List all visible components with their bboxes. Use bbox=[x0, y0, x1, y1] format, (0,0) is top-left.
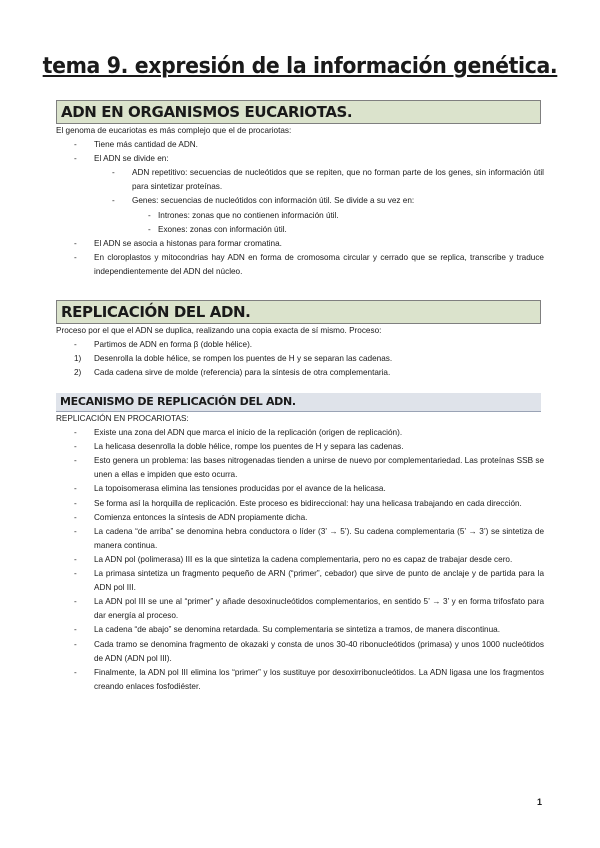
list-item-text: Cada cadena sirve de molde (referencia) para la síntesis de otra complementaria. bbox=[94, 368, 391, 378]
list-item-text: Cada tramo se denomina fragmento de okazaki y consta de unos 30-40 ribonucleótidos (primasa) y unos 1000 nucleótidos de ADN (ADN pol III). bbox=[94, 639, 544, 663]
list-item bbox=[56, 426, 544, 440]
list-item-text: Comienza entonces la síntesis de ADN propiamente dicha. bbox=[94, 512, 308, 522]
list-item-text: La ADN pol III se une al “primer” y añade desoxinucleótidos complementarios, en sentido 5’ → 3’ y en forma trifosfato para dar energía al proceso. bbox=[94, 597, 544, 621]
list-item-text: Intrones: zonas que no contienen información útil. bbox=[158, 210, 339, 220]
list-item bbox=[56, 166, 544, 194]
bullet-marker: - bbox=[74, 498, 77, 508]
bullet-marker: - bbox=[74, 154, 77, 164]
list-item bbox=[56, 638, 544, 666]
list-item-text: Genes: secuencias de nucleótidos con información útil. Se divide a su vez en: bbox=[132, 196, 415, 206]
bullet-marker: - bbox=[74, 140, 77, 150]
step-number: 1) bbox=[74, 354, 82, 364]
list-item-text: Exones: zonas con información útil. bbox=[158, 224, 287, 234]
list-item bbox=[56, 595, 544, 623]
section-heading-eucariotas: ADN EN ORGANISMOS EUCARIOTAS. bbox=[56, 100, 541, 124]
bullet-marker: - bbox=[74, 526, 77, 536]
list-item bbox=[56, 152, 544, 166]
list-item-text: La helicasa desenrolla la doble hélice, rompe los puentes de H y separa las cadenas. bbox=[94, 442, 404, 452]
list-item-text: Desenrolla la doble hélice, se rompen los puentes de H y se separan las cadenas. bbox=[94, 354, 393, 364]
bullet-marker: - bbox=[112, 196, 115, 206]
list-item bbox=[56, 553, 544, 567]
list-item-text: La primasa sintetiza un fragmento pequeño de ARN (“primer”, cebador) que sirve de punto de anclaje y de partida para la ADN pol III. bbox=[94, 569, 544, 593]
list-item bbox=[56, 497, 544, 511]
list-item-text: Tiene más cantidad de ADN. bbox=[94, 140, 198, 150]
section-body-replicacion bbox=[56, 324, 544, 380]
list-item bbox=[56, 209, 544, 223]
list-item-text: La topoisomerasa elimina las tensiones producidas por el avance de la helicasa. bbox=[94, 484, 386, 494]
bullet-marker: - bbox=[148, 224, 151, 234]
list-item bbox=[56, 352, 544, 366]
bullet-marker: - bbox=[74, 238, 77, 248]
list-item-text: La cadena “de arriba” se denomina hebra conductora o líder (3’ → 5’). Su cadena complementaria (5’ → 3’) se sintetiza de manera continua. bbox=[94, 526, 544, 550]
bullet-marker: - bbox=[148, 210, 151, 220]
bullet-marker: - bbox=[74, 252, 77, 262]
list-item-text: La cadena “de abajo” se denomina retardada. Su complementaria se sintetiza a tramos, de manera discontinua. bbox=[94, 625, 500, 635]
bullet-marker: - bbox=[74, 456, 77, 466]
list-item-text: Esto genera un problema: las bases nitrogenadas tienden a unirse de nuevo por complementariedad. Las proteínas SSB se unen a ellas e impiden que esto ocurra. bbox=[94, 456, 544, 480]
bullet-marker: - bbox=[74, 639, 77, 649]
list-item bbox=[56, 511, 544, 525]
bullet-marker: - bbox=[74, 442, 77, 452]
list-item bbox=[56, 194, 544, 208]
list-item bbox=[56, 138, 544, 152]
bullet-marker: - bbox=[74, 667, 77, 677]
list-item bbox=[56, 237, 544, 251]
bullet-marker: - bbox=[112, 168, 115, 178]
bullet-marker: - bbox=[74, 625, 77, 635]
list-item-text: Existe una zona del ADN que marca el inicio de la replicación (origen de replicación). bbox=[94, 428, 403, 438]
list-item bbox=[56, 366, 544, 380]
list-item bbox=[56, 623, 544, 637]
list-item bbox=[56, 482, 544, 496]
bullet-marker: - bbox=[74, 340, 77, 350]
list-item-text: La ADN pol (polimerasa) III es la que sintetiza la cadena complementaria, pero no es capaz de trabajar desde cero. bbox=[94, 554, 513, 564]
bullet-marker: - bbox=[74, 554, 77, 564]
subsection-intro: REPLICACIÓN EN PROCARIOTAS: bbox=[56, 414, 189, 423]
list-item bbox=[56, 223, 544, 237]
bullet-marker: - bbox=[74, 597, 77, 607]
list-item-text: Se forma así la horquilla de replicación. Este proceso es bidireccional: hay una helicasa trabajando en cada dirección. bbox=[94, 498, 522, 508]
list-item-text: Partimos de ADN en forma β (doble hélice). bbox=[94, 340, 253, 350]
section-body-eucariotas bbox=[56, 124, 544, 279]
list-item bbox=[56, 338, 544, 352]
section-heading-replicacion: REPLICACIÓN DEL ADN. bbox=[56, 300, 541, 324]
list-item bbox=[56, 666, 544, 694]
bullet-marker: - bbox=[74, 569, 77, 579]
list-item-text: En cloroplastos y mitocondrias hay ADN en forma de cromosoma circular y cerrado que se replica, transcribe y traduce independientemente del ADN del núcleo. bbox=[94, 252, 544, 276]
step-number: 2) bbox=[74, 368, 82, 378]
list-item bbox=[56, 454, 544, 482]
section-intro: Proceso por el que el ADN se duplica, realizando una copia exacta de sí mismo. Proceso: bbox=[56, 326, 382, 335]
page-number: 1 bbox=[536, 797, 542, 807]
list-item-text: Finalmente, la ADN pol III elimina los “primer” y los sustituye por desoxirribonucleótidos. La ADN ligasa une los fragmentos creando enlaces fosfodiéster. bbox=[94, 667, 544, 691]
list-item bbox=[56, 525, 544, 553]
subsection-heading-mecanismo: MECANISMO DE REPLICACIÓN DEL ADN. bbox=[56, 393, 541, 412]
list-item-text: El ADN se divide en: bbox=[94, 154, 169, 164]
list-item bbox=[56, 251, 544, 279]
document-title: tema 9. expresión de la información genética. bbox=[42, 54, 558, 79]
section-intro: El genoma de eucariotas es más complejo que el de procariotas: bbox=[56, 126, 292, 135]
bullet-marker: - bbox=[74, 428, 77, 438]
bullet-marker: - bbox=[74, 512, 77, 522]
subsection-body-mecanismo bbox=[56, 412, 544, 694]
bullet-marker: - bbox=[74, 484, 77, 494]
list-item-text: El ADN se asocia a histonas para formar cromatina. bbox=[94, 238, 282, 248]
list-item bbox=[56, 567, 544, 595]
list-item-text: ADN repetitivo: secuencias de nucleótidos que se repiten, que no forman parte de los genes, sin información útil para sintetizar proteínas. bbox=[132, 168, 544, 192]
list-item bbox=[56, 440, 544, 454]
